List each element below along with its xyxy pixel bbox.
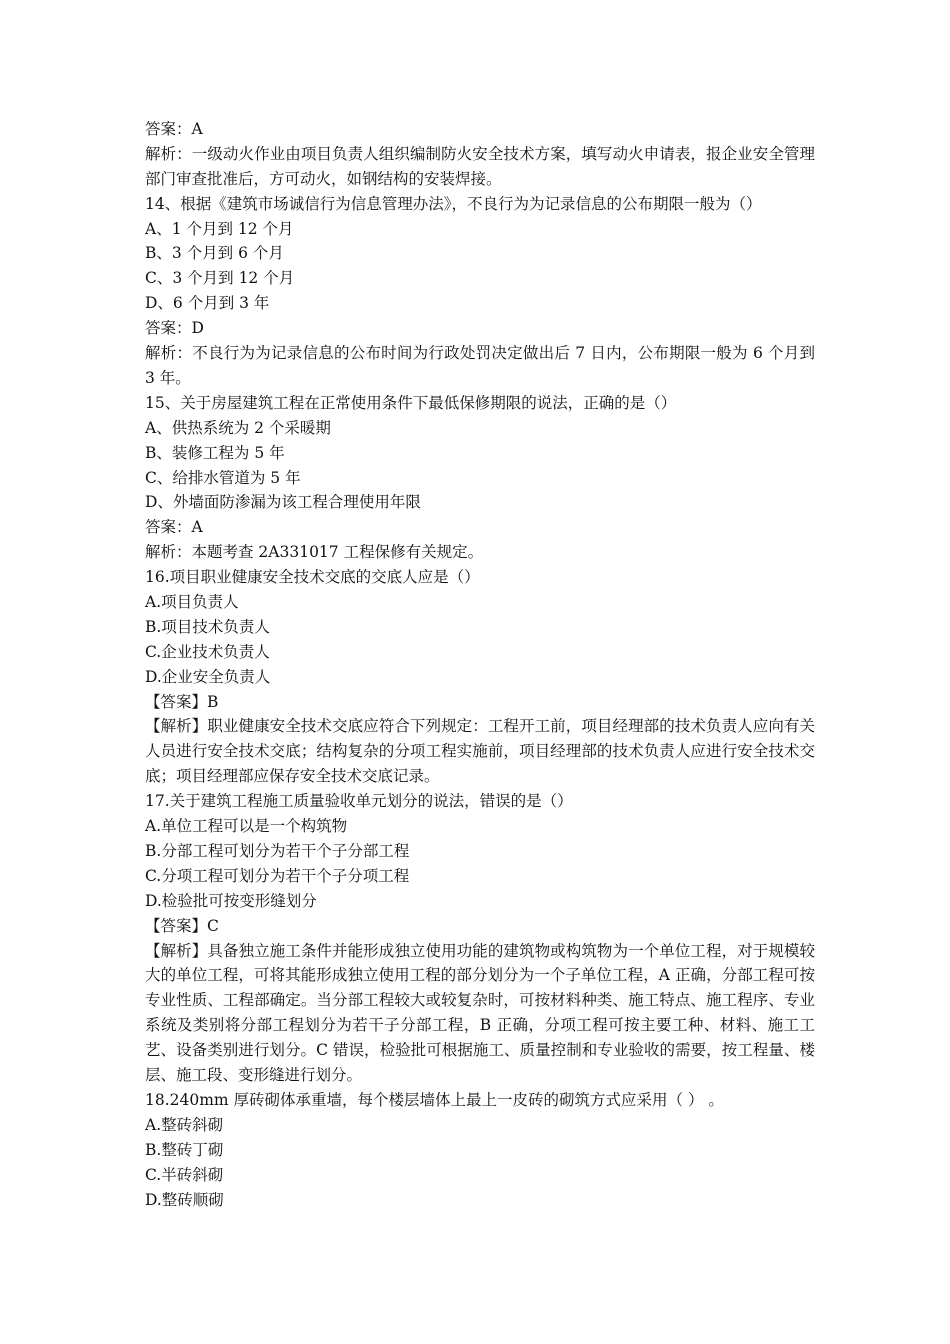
option-a: A.项目负责人 (145, 592, 239, 611)
document-page (145, 117, 815, 1212)
option-b: B.项目技术负责人 (145, 617, 270, 636)
option-c: C、3 个月到 12 个月 (145, 269, 295, 288)
option-c: C.半砖斜砌 (145, 1165, 224, 1184)
answer-line: 【答案】B (145, 692, 219, 711)
option-b: B.分部工程可划分为若干个子分部工程 (145, 841, 410, 860)
option-b: B、装修工程为 5 年 (145, 443, 285, 462)
explanation-text: 解析：本题考查 2A331017 工程保修有关规定。 (145, 543, 484, 562)
answer-line: 答案：A (145, 120, 203, 138)
question-17: 17.关于建筑工程施工质量验收单元划分的说法，错误的是（） (145, 792, 573, 811)
option-d: D、外墙面防渗漏为该工程合理使用年限 (145, 493, 421, 512)
answer-line: 【答案】C (145, 916, 219, 935)
explanation-text: 解析：不良行为为记录信息的公布时间为行政处罚决定做出后 7 日内，公布期限一般为 6 个月到 3 年。 (145, 344, 815, 387)
explanation-text: 解析：一级动火作业由项目负责人组织编制防火安全技术方案，填写动火申请表，报企业安全管理部门审查批准后，方可动火，如钢结构的安装焊接。 (145, 144, 815, 188)
option-c: C.分项工程可划分为若干个子分项工程 (145, 866, 410, 885)
option-a: A.单位工程可以是一个构筑物 (145, 817, 348, 836)
question-15: 15、关于房屋建筑工程在正常使用条件下最低保修期限的说法，正确的是（） (145, 393, 677, 412)
explanation-text: 【解析】具备独立施工条件并能形成独立使用功能的建筑物或构筑物为一个单位工程，对于规模较大的单位工程，可将其能形成独立使用工程的部分划分为一个子单位工程，A 正确，分部工程可按专业性质、工程部确定。当分部工程较大或较复杂时，可按材料种类、施工特点、施工程序、专业系统及类别将分部工程划分为若干子分部工程，B 正确，分项工程可按主要工种、材料、施工工艺、设备类别进行划分。C 错误，检验批可根据施工、质量控制和专业验收的需要，按工程量、楼层、施工段、变形缝进行划分。 (145, 941, 815, 1085)
option-d: D.检验批可按变形缝划分 (145, 891, 317, 910)
option-d: D.整砖顺砌 (145, 1190, 224, 1209)
option-c: C、给排水管道为 5 年 (145, 468, 301, 487)
option-d: D、6 个月到 3 年 (145, 294, 270, 313)
option-d: D.企业安全负责人 (145, 667, 271, 686)
question-16: 16.项目职业健康安全技术交底的交底人应是（） (145, 568, 480, 587)
option-a: A、1 个月到 12 个月 (145, 219, 294, 238)
answer-line: 答案：D (145, 319, 204, 338)
option-a: A、供热系统为 2 个采暖期 (145, 418, 331, 437)
question-14: 14、根据《建筑市场诚信行为信息管理办法》，不良行为为记录信息的公布期限一般为（） (145, 194, 762, 213)
explanation-text: 【解析】职业健康安全技术交底应符合下列规定：工程开工前，项目经理部的技术负责人应向有关人员进行安全技术交底；结构复杂的分项工程实施前，项目经理部的技术负责人应进行安全技术交底；项目经理部应保存安全技术交底记录。 (145, 717, 815, 786)
option-b: B.整砖丁砌 (145, 1140, 224, 1159)
question-18: 18.240mm 厚砖砌体承重墙，每个楼层墙体上最上一皮砖的砌筑方式应采用（ ） 。 (145, 1090, 724, 1109)
option-b: B、3 个月到 6 个月 (145, 244, 284, 263)
answer-line: 答案：A (145, 518, 203, 537)
option-a: A.整砖斜砌 (145, 1115, 224, 1134)
option-c: C.企业技术负责人 (145, 642, 270, 661)
